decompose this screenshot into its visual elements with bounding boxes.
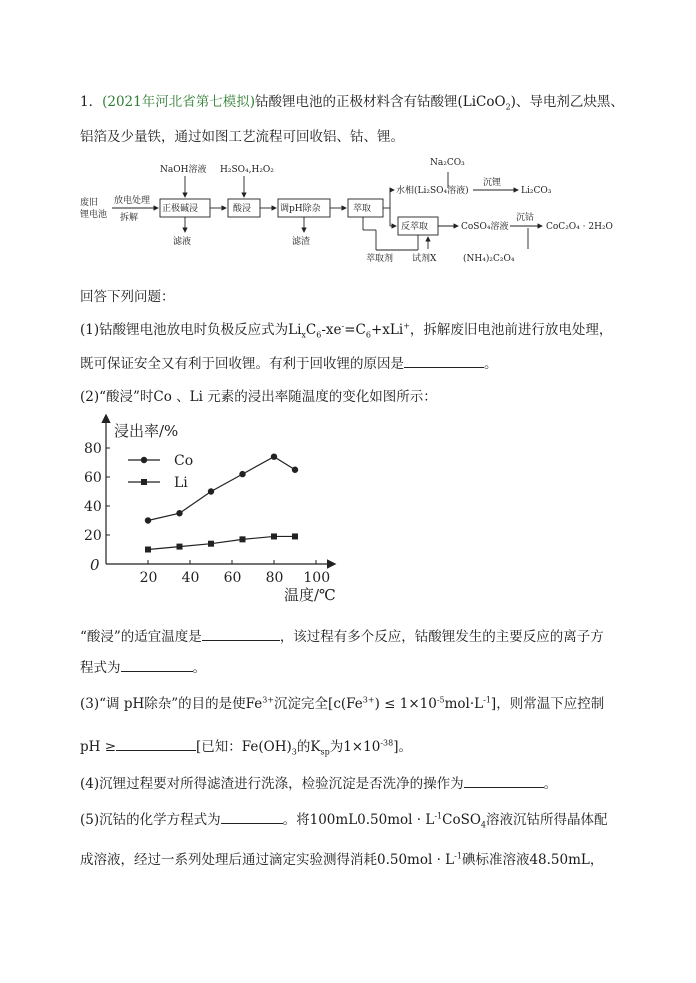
flow-coso4: CoSO₄溶液: [461, 222, 509, 232]
part3-text-d: mol·L: [444, 696, 484, 712]
part3-sub-3: 3: [291, 747, 297, 757]
part2-after-b: ，该过程有多个反应，钴酸锂发生的主要反应的离子方: [279, 629, 604, 645]
part3-line2-d: 为1×10: [329, 739, 381, 755]
flow-box-extract: 萃取: [353, 204, 372, 214]
origin-label: 0: [90, 556, 100, 574]
point-li-80: [271, 533, 277, 539]
flow-h2so4: H₂SO₄,H₂O₂: [220, 165, 274, 175]
part1-sub-x: x: [301, 330, 306, 340]
part3-sub-sp: sp: [320, 747, 330, 757]
answer-blank-3[interactable]: [121, 671, 193, 672]
part3-line2: [80, 735, 412, 757]
y-axis-label: 浸出率/%: [114, 422, 179, 440]
x-tick-label-20: 20: [139, 570, 158, 586]
point-li-50: [208, 541, 214, 547]
part5-text-c: CoSO: [442, 812, 481, 828]
part3-line2-b: [已知：Fe(OH): [196, 739, 292, 755]
part1-end: 。: [484, 356, 498, 372]
question-stem-line2: 铝箔及少量铁，通过如图工艺流程可回收铝、钴、锂。: [80, 129, 404, 145]
stem-sub: 2: [505, 102, 511, 112]
part1-sup-plus: +: [403, 321, 410, 331]
y-tick-label-40: 40: [84, 499, 102, 515]
leaching-rate-chart: [84, 412, 344, 602]
flow-naoh: NaOH溶液: [160, 165, 207, 175]
flow-discharge: 放电处理: [114, 196, 151, 206]
part5-text: (5)沉钴的化学方程式为: [80, 812, 221, 828]
flow-waste-1: 废旧: [80, 198, 99, 208]
answer-blank-4[interactable]: [116, 750, 196, 751]
process-flow-diagram: [78, 150, 618, 265]
flow-na2co3: Na₂CO₃: [430, 158, 465, 168]
point-co-90: [292, 467, 298, 473]
part3-line2-e: ]。: [393, 739, 412, 755]
flow-filtrate: 滤液: [173, 237, 192, 247]
point-li-35: [177, 544, 183, 550]
point-co-50: [208, 488, 214, 494]
part5-line2-a: 成溶液，经过一系列处理后通过滴定实验测得消耗0.50mol · L: [80, 852, 455, 868]
point-co-65: [239, 471, 245, 477]
flow-co-precip: 沉钴: [516, 213, 535, 223]
point-co-80: [271, 454, 277, 460]
point-li-65: [240, 536, 246, 542]
part2-after-line2: [80, 656, 206, 676]
part2-after-line1: [80, 625, 604, 645]
part1-line2: [80, 352, 498, 372]
answer-prompt: 回答下列问题：: [80, 289, 175, 305]
part4-end: 。: [543, 776, 558, 792]
point-co-35: [176, 510, 182, 516]
part3-text-c: ) ≤ 1×10: [374, 696, 437, 712]
part3-sup-3: -5: [436, 695, 445, 705]
flow-box-acid: 酸浸: [233, 204, 252, 214]
part3-line2-c: 的K: [296, 739, 321, 755]
flow-li-precip: 沉锂: [483, 178, 502, 188]
flow-li2co3: Li₂CO₃: [521, 186, 552, 196]
flow-reagent-x: 试剂X: [412, 254, 437, 264]
point-li-20: [145, 547, 151, 553]
x-tick-label-100: 100: [303, 570, 331, 586]
part5-line2: [80, 848, 603, 868]
flow-dismantle: 拆解: [120, 213, 139, 223]
part3-line1: [80, 692, 604, 712]
y-tick-label-60: 60: [84, 470, 102, 486]
x-tick-label-60: 60: [223, 570, 242, 586]
x-tick-label-80: 80: [265, 570, 284, 586]
stem-text-a: 钴酸锂电池的正极材料含有钴酸锂(LiCoO: [254, 94, 506, 110]
point-li-90: [292, 533, 298, 539]
stem-text-b: )、导电剂乙炔黑、: [510, 94, 624, 110]
part1-sub-6b: 6: [365, 330, 371, 340]
question-number: 1．: [80, 94, 103, 110]
point-co-20: [145, 517, 151, 523]
part3-text-a: (3)“调 pH除杂”的目的是使Fe: [80, 696, 263, 712]
x-axis-label: 温度/℃: [284, 586, 336, 602]
question-source: (2021年河北省第七模拟): [102, 94, 255, 110]
part2-after-a: “酸浸”的适宜温度是: [80, 629, 202, 645]
answer-blank-6[interactable]: [221, 823, 283, 824]
answer-blank-5[interactable]: [464, 787, 544, 788]
part1-sub-6: 6: [316, 330, 322, 340]
part3-sup-2: 3+: [362, 695, 375, 705]
part2-after-line2-text: 程式为: [80, 660, 121, 676]
x-tick-label-40: 40: [181, 570, 200, 586]
legend-co-marker: [141, 457, 147, 463]
part5-sup-2: -1: [454, 851, 462, 861]
legend-co-label: Co: [174, 453, 194, 469]
part3-sup-5: -38: [380, 738, 394, 748]
part3-line2-a: pH ≥: [80, 739, 117, 755]
part4-line: [80, 772, 557, 792]
flow-box-alkali: 正极碱浸: [162, 204, 199, 214]
flow-aqueous: 水相(Li₂SO₄溶液): [396, 186, 469, 196]
part1-line1: [80, 318, 612, 340]
part3-sup-4: -1: [483, 695, 491, 705]
part5-sub-4: 4: [480, 820, 486, 830]
part3-text-b: 沉淀完全[c(Fe: [274, 696, 363, 712]
answer-blank-1[interactable]: [404, 367, 484, 368]
flow-box-ph: 调pH除杂: [280, 204, 321, 214]
legend-li-label: Li: [174, 475, 188, 491]
part1-text-a: (1)钴酸锂电池放电时负极反应式为Li: [80, 322, 302, 338]
flow-box-back-extract: 反萃取: [401, 222, 429, 232]
legend: [128, 453, 193, 491]
flow-extractant: 萃取剂: [366, 254, 394, 264]
part5-sup-1: -1: [434, 811, 443, 821]
part5-text-b: 。将100mL0.50mol · L: [282, 812, 435, 828]
y-tick-label-20: 20: [84, 528, 102, 544]
flow-product: CoC₂O₄ · 2H₂O: [546, 222, 613, 232]
part5-line2-b: 碘标准溶液48.50mL，: [461, 852, 604, 868]
part2-line: (2)“酸浸”时Co 、Li 元素的浸出率随温度的变化如图所示：: [80, 389, 437, 405]
part5-line1: [80, 808, 607, 830]
part4-text: (4)沉锂过程要对所得滤渣进行洗涤，检验沉淀是否洗净的操作为: [80, 776, 464, 792]
series-line-co: [148, 457, 295, 521]
legend-li-marker: [141, 479, 147, 485]
answer-blank-2[interactable]: [202, 640, 280, 641]
part1-text-e: ，拆解废旧电池前进行放电处理，: [409, 322, 613, 338]
part1-text-b: -xe: [321, 322, 342, 338]
part1-line2-text: 既可保证安全又有利于回收锂。有利于回收锂的原因是: [80, 356, 404, 372]
part1-text-c: =C: [344, 322, 366, 338]
part3-text-e: ]，则常温下应控制: [490, 696, 605, 712]
part1-text-d: +xLi: [370, 322, 404, 338]
y-tick-label-80: 80: [84, 441, 102, 457]
flow-nh4-c2o4: (NH₄)₂C₂O₄: [463, 254, 515, 264]
flow-residue: 滤渣: [292, 237, 311, 247]
part2-end: 。: [192, 660, 206, 676]
question-stem-line1: [80, 90, 624, 112]
part3-sup-1: 3+: [262, 695, 275, 705]
flow-waste-2: 锂电池: [80, 210, 108, 220]
part5-text-d: 溶液沉钴所得晶体配: [485, 812, 608, 828]
part1-sup-minus: -: [341, 321, 345, 331]
part1-c: C: [305, 322, 317, 338]
